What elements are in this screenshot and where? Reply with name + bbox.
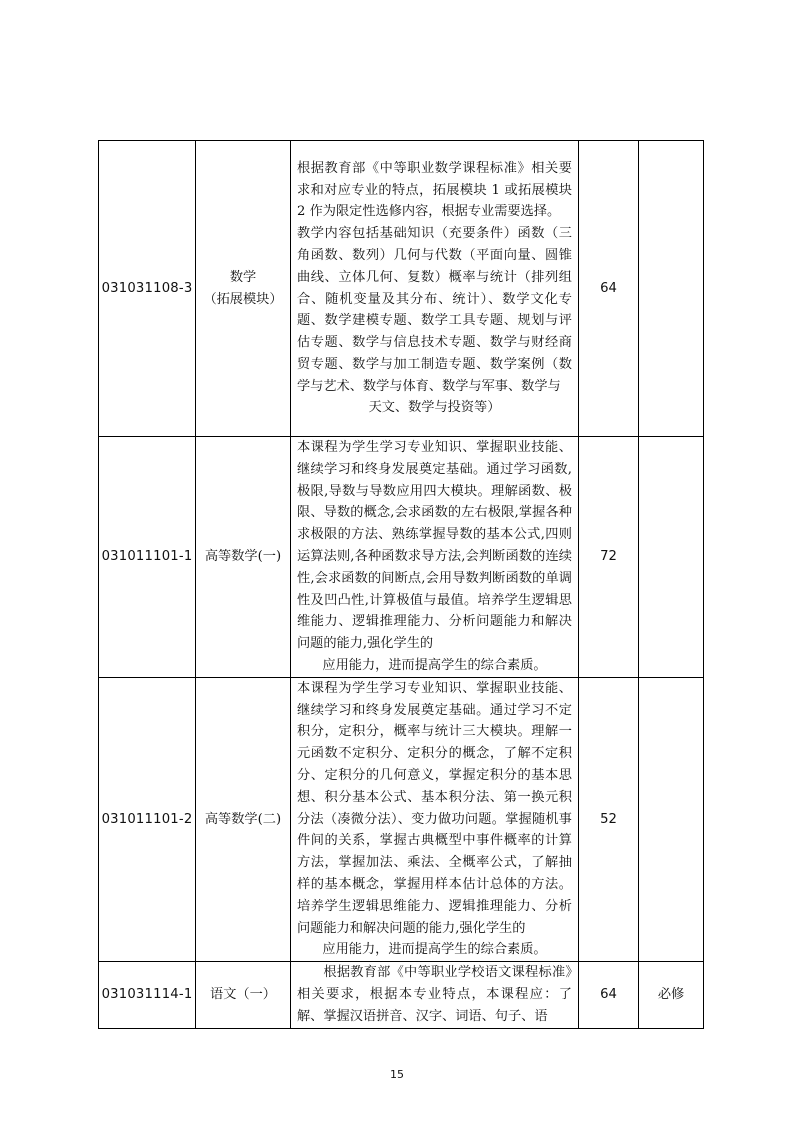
course-name-line: （拓展模块） bbox=[203, 291, 283, 307]
course-code-cell: 031011101-2 bbox=[99, 677, 196, 961]
course-type-cell: 必修 bbox=[639, 962, 704, 1028]
description-paragraph: 教学内容包括基础知识（充要条件）函数（三角函数、数列）几何与代数（平面向量、圆锥曲线、立体几何、复数）概率与统计（排列组合、随机变量及其分布、统计）、数学文化专题、数学建模专题、数学工具专题、规划与评估专题、数学与信息技术专题、数学与财经商贸专题、数学与加工制造专题、数学案例（数学与艺术、数学与体育、数学与军事、数学与 bbox=[297, 226, 572, 394]
course-description-cell bbox=[291, 677, 579, 961]
course-hours-cell: 64 bbox=[579, 962, 639, 1028]
course-type-cell bbox=[639, 677, 704, 961]
course-hours-cell: 64 bbox=[579, 141, 639, 437]
description-paragraph: 应用能力，进而提高学生的综合素质。 bbox=[322, 942, 547, 958]
table-row bbox=[99, 962, 704, 1028]
course-code-cell: 031031114-1 bbox=[99, 962, 196, 1028]
course-type-cell bbox=[639, 141, 704, 437]
course-code-cell: 031031108-3 bbox=[99, 141, 196, 437]
table-row bbox=[99, 677, 704, 961]
course-name-line: 数学 bbox=[229, 269, 257, 285]
course-code-cell: 031011101-1 bbox=[99, 437, 196, 678]
course-type-cell bbox=[639, 437, 704, 678]
description-paragraph: 应用能力，进而提高学生的综合素质。 bbox=[322, 657, 547, 673]
course-name-cell bbox=[196, 141, 291, 437]
course-hours-cell: 52 bbox=[579, 677, 639, 961]
course-hours-cell: 72 bbox=[579, 437, 639, 678]
description-paragraph: 本课程为学生学习专业知识、掌握职业技能、继续学习和终身发展奠定基础。通过学习不定积分，定积分，概率与统计三大模块。理解一元函数不定积分、定积分的概念，了解不定积分、定积分的几何意义，掌握定积分的基本思想、积分基本公式、基本积分法、第一换元积分法（凑微分法）、变力做功问题。掌握随机事件间的关系，掌握古典概型中事件概率的计算方法，掌握加法、乘法、全概率公式，了解抽样的基本概念，掌握用样本估计总体的方法。 培养学生逻辑思维能力、逻辑推理能力、分析问题能力和解决问题的能力,强化学生的 bbox=[297, 680, 572, 936]
table-row bbox=[99, 141, 704, 437]
table-row bbox=[99, 437, 704, 678]
description-paragraph: 根据教育部《中等职业数学课程标准》相关要求和对应专业的特点，拓展模块 1 或拓展模块 2 作为限定性选修内容，根据专业需要选择。 bbox=[297, 160, 572, 220]
description-paragraph: 根据教育部《中等职业学校语文课程标准》相关要求，根据本专业特点，本课程应：了解、掌握汉语拼音、汉字、词语、句子、语 bbox=[297, 965, 572, 1024]
description-paragraph: 本课程为学生学习专业知识、掌握职业技能、继续学习和终身发展奠定基础。通过学习函数,极限,导数与导数应用四大模块。理解函数、极限、导数的概念,会求函数的左右极限,掌握各种求极限的方法、熟练掌握导数的基本公式,四则运算法则,各种函数求导方法,会判断函数的连续性,会求函数的间断点,会用导数判断函数的单调性及凹凸性,计算极值与最值。培养学生逻辑思维能力、逻辑推理能力、分析问题能力和解决问题的能力,强化学生的 bbox=[297, 440, 572, 652]
course-description-cell bbox=[291, 437, 579, 678]
page-number: 15 bbox=[390, 1068, 404, 1081]
course-name-cell: 高等数学(二) bbox=[196, 677, 291, 961]
course-description-cell bbox=[291, 962, 579, 1028]
course-description-cell bbox=[291, 141, 579, 437]
course-table bbox=[98, 140, 704, 1029]
description-paragraph: 天文、数学与投资等） bbox=[368, 400, 501, 416]
course-name-cell: 高等数学(一) bbox=[196, 437, 291, 678]
course-name-cell: 语文（一） bbox=[196, 962, 291, 1028]
